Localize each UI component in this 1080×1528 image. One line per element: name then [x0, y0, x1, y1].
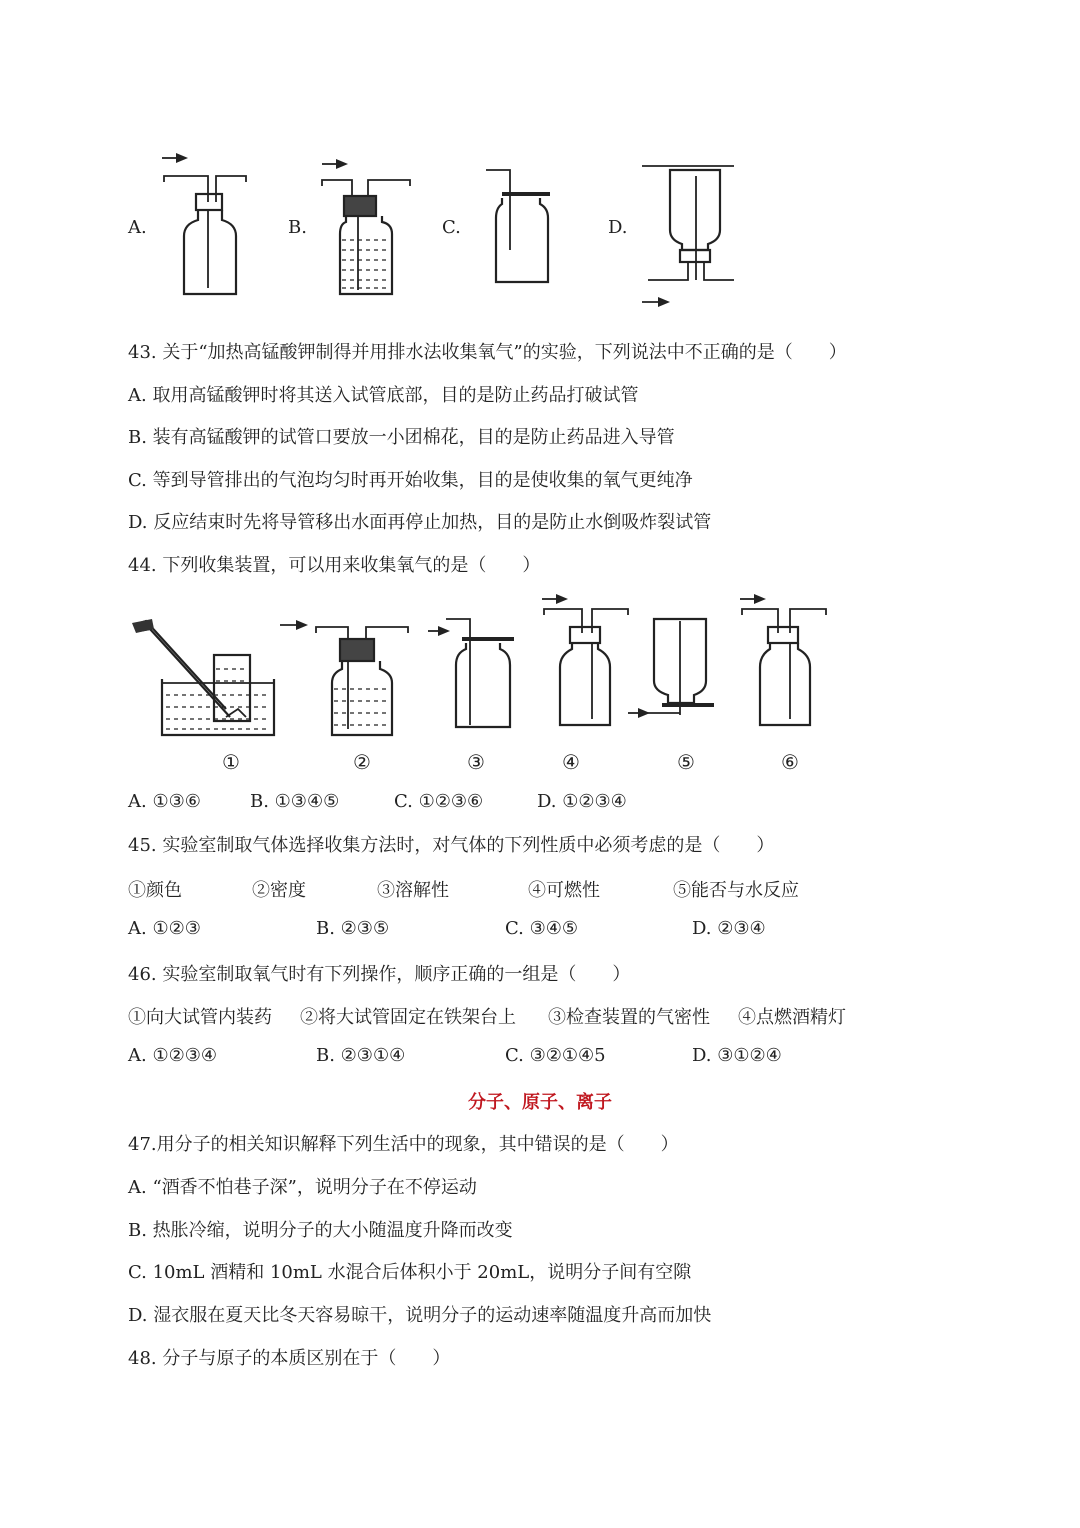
fig42-label-d: D.	[608, 217, 628, 238]
q45-option-d: D. ②③④	[692, 918, 766, 939]
fig44-device-4	[542, 594, 628, 725]
fig44-device-5	[628, 619, 714, 718]
q45-item-4: ④可燃性	[528, 880, 600, 901]
fig44-label-5: ⑤	[677, 750, 695, 774]
q43-stem: 43. 关于“加热高锰酸钾制得并用排水法收集氧气”的实验，下列说法中不正确的是（ ）	[128, 342, 847, 363]
q46-option-b: B. ②③①④	[316, 1045, 406, 1066]
q47-option-b: B. 热胀冷缩，说明分子的大小随温度升降而改变	[128, 1220, 513, 1241]
q45-item-3: ③溶解性	[377, 880, 449, 901]
q44-option-c: C. ①②③⑥	[394, 791, 484, 812]
fig42-bottle-d	[642, 166, 734, 307]
fig42-bottle-b	[322, 159, 410, 294]
fig42-label-a: A.	[128, 217, 147, 238]
q44-stem: 44. 下列收集装置，可以用来收集氧气的是（ ）	[128, 555, 541, 576]
section-title: 分子、原子、离子	[468, 1092, 612, 1113]
fig44-device-6	[740, 594, 826, 725]
fig44-label-4: ④	[562, 750, 580, 774]
q43-option-a: A. 取用高锰酸钾时将其送入试管底部，目的是防止药品打破试管	[128, 385, 639, 406]
q46-option-c: C. ③②①④5	[505, 1045, 606, 1066]
q46-item-3: ③检查装置的气密性	[548, 1007, 710, 1028]
q44-option-b: B. ①③④⑤	[250, 791, 340, 812]
q47-stem: 47.用分子的相关知识解释下列生活中的现象，其中错误的是（ ）	[128, 1134, 679, 1155]
fig42-label-b: B.	[288, 217, 307, 238]
q44-option-a: A. ①③⑥	[128, 791, 201, 812]
q45-option-b: B. ②③⑤	[316, 918, 390, 939]
q45-item-5: ⑤能否与水反应	[673, 880, 799, 901]
fig44-label-2: ②	[353, 750, 371, 774]
fig44-label-3: ③	[467, 750, 485, 774]
fig42-apparatus	[150, 140, 750, 320]
q46-option-a: A. ①②③④	[128, 1045, 217, 1066]
q45-option-c: C. ③④⑤	[505, 918, 578, 939]
fig44-label-6: ⑥	[781, 750, 799, 774]
q47-option-a: A. “酒香不怕巷子深”，说明分子在不停运动	[128, 1177, 477, 1198]
fig44-device-2	[280, 620, 408, 735]
q44-option-d: D. ①②③④	[537, 791, 627, 812]
q45-item-1: ①颜色	[128, 880, 182, 901]
fig44-device-3	[428, 619, 514, 727]
fig44-apparatus	[126, 585, 846, 775]
q45-option-a: A. ①②③	[128, 918, 201, 939]
q43-option-d: D. 反应结束时先将导管移出水面再停止加热，目的是防止水倒吸炸裂试管	[128, 512, 712, 533]
q46-option-d: D. ③①②④	[692, 1045, 782, 1066]
q48-stem: 48. 分子与原子的本质区别在于（ ）	[128, 1348, 451, 1369]
q46-item-1: ①向大试管内装药	[128, 1007, 272, 1028]
fig42-bottle-c	[486, 170, 550, 282]
fig42-label-c: C.	[442, 217, 461, 238]
q43-option-b: B. 装有高锰酸钾的试管口要放一小团棉花，目的是防止药品进入导管	[128, 427, 675, 448]
fig44-label-1: ①	[222, 750, 240, 774]
q43-option-c: C. 等到导管排出的气泡均匀时再开始收集，目的是使收集的氧气更纯净	[128, 470, 693, 491]
q47-option-d: D. 湿衣服在夏天比冬天容易晾干，说明分子的运动速率随温度升高而加快	[128, 1305, 712, 1326]
q46-item-2: ②将大试管固定在铁架台上	[300, 1007, 516, 1028]
q47-option-c: C. 10mL 酒精和 10mL 水混合后体积小于 20mL，说明分子间有空隙	[128, 1262, 692, 1283]
q45-item-2: ②密度	[252, 880, 306, 901]
q46-stem: 46. 实验室制取氧气时有下列操作，顺序正确的一组是（ ）	[128, 964, 631, 985]
q45-stem: 45. 实验室制取气体选择收集方法时，对气体的下列性质中必须考虑的是（ ）	[128, 835, 775, 856]
fig42-bottle-a	[162, 153, 246, 294]
fig44-device-1	[132, 619, 274, 735]
q46-item-4: ④点燃酒精灯	[738, 1007, 846, 1028]
